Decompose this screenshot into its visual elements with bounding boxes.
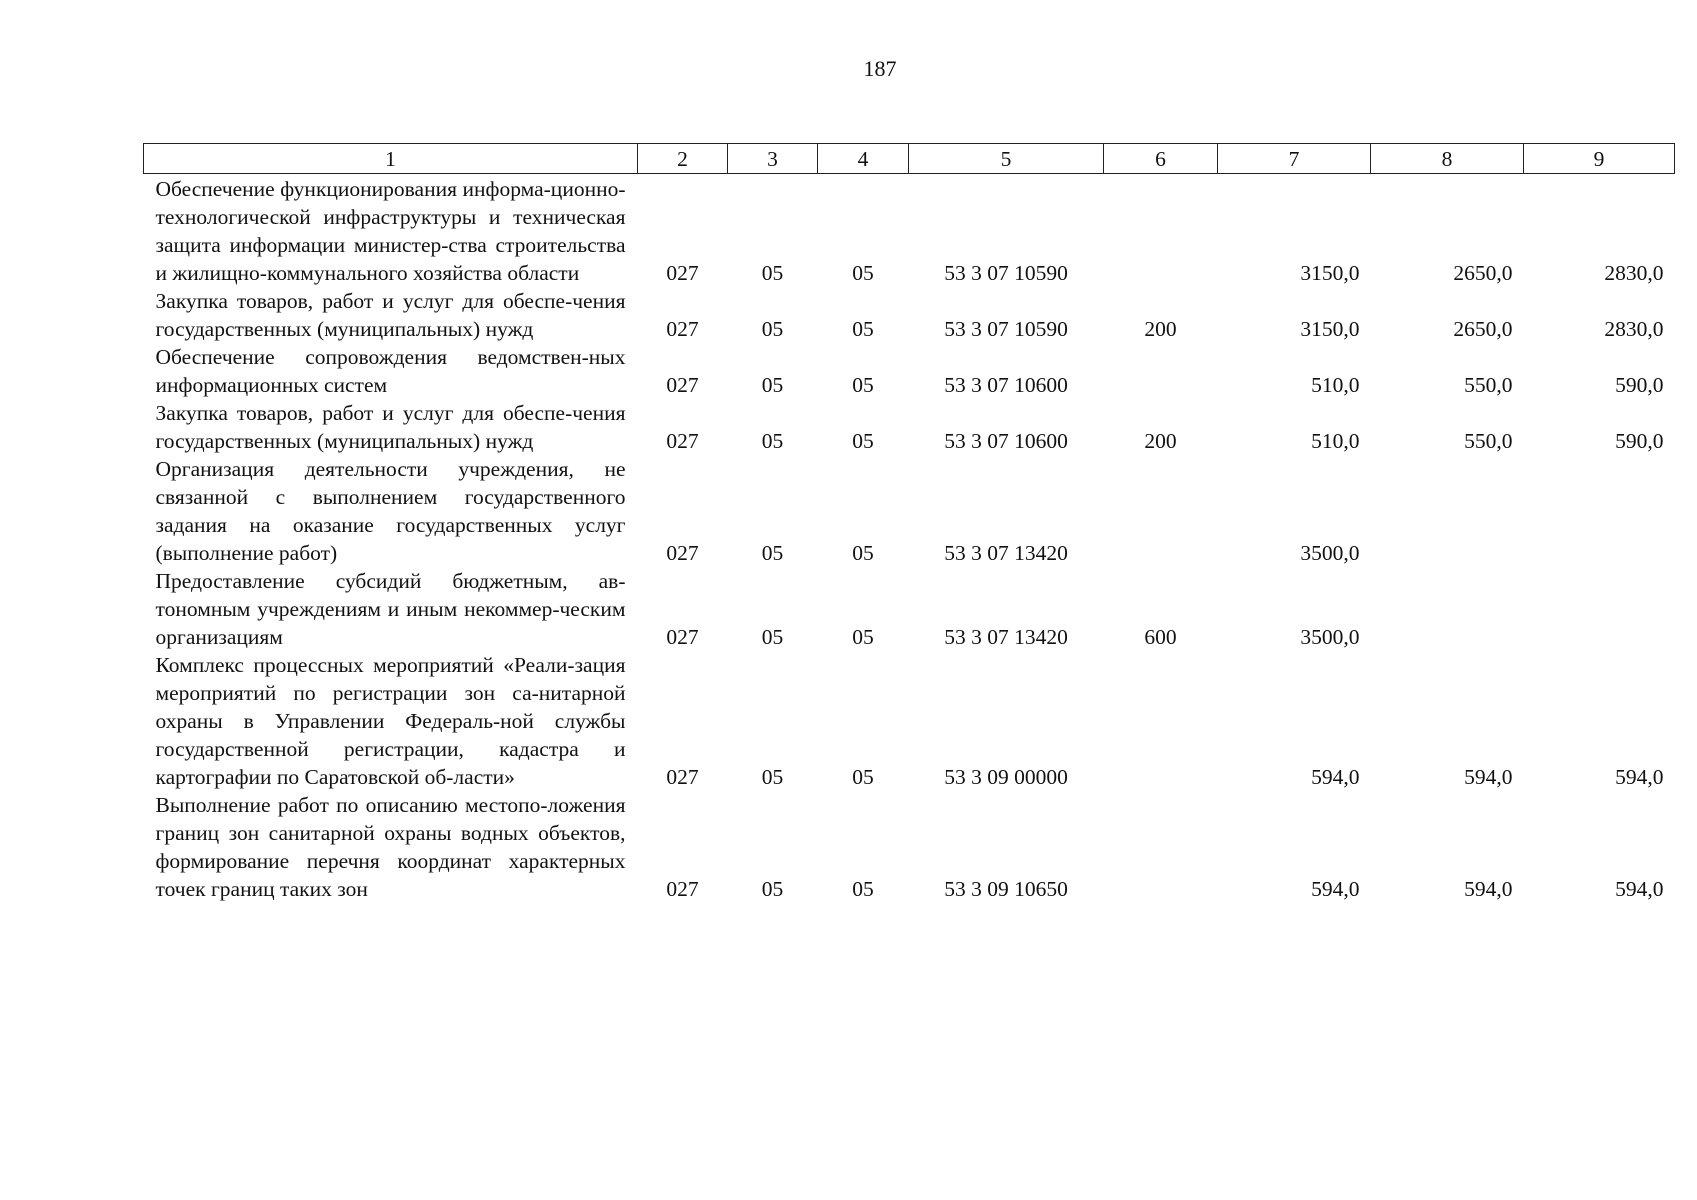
subsection-code: 05 [852,429,874,453]
target-article-code: 53 3 09 00000 [944,765,1068,789]
subsection-code: 05 [852,261,874,285]
amount-col9: 594,0 [1615,765,1664,789]
section-code: 05 [761,373,784,397]
table-row [144,455,1675,567]
row-description: Закупка товаров, работ и услуг для обеспе-чения государственных (муниципальных) нужд [155,401,626,453]
amount-col8: 550,0 [1464,373,1513,397]
subsection-code: 05 [852,317,874,341]
table-row [144,791,1675,903]
amount-col8: 2650,0 [1453,261,1513,285]
amount-col9 [1524,567,1675,651]
target-article-code: 53 3 09 10650 [944,877,1068,901]
section-code: 05 [761,261,784,285]
target-article-code: 53 3 07 10600 [944,373,1068,397]
amount-col9: 2830,0 [1604,317,1664,341]
amount-col7: 594,0 [1311,877,1360,901]
subsection-code: 05 [852,765,874,789]
amount-col7: 594,0 [1311,765,1360,789]
amount-col8: 550,0 [1464,429,1513,453]
expense-type-code: 200 [1144,429,1177,453]
header-cell: 3 [728,144,818,174]
row-description: Закупка товаров, работ и услуг для обеспе-чения государственных (муниципальных) нужд [155,289,626,341]
table-row [144,343,1675,399]
section-code: 05 [761,429,784,453]
row-description: Выполнение работ по описанию местопо-ложения границ зон санитарной охраны водных объектов, формирование перечня координат характерных точек границ таких зон [155,793,626,901]
amount-col9: 2830,0 [1604,261,1664,285]
expense-type-code [1104,791,1218,903]
header-cell: 9 [1524,144,1675,174]
amount-col8: 2650,0 [1453,317,1513,341]
target-article-code: 53 3 07 13420 [944,541,1068,565]
ministry-code: 027 [666,541,699,565]
amount-col8: 594,0 [1464,765,1513,789]
table-row [144,651,1675,791]
ministry-code: 027 [666,765,699,789]
expense-type-code [1104,343,1218,399]
subsection-code: 05 [852,877,874,901]
header-cell: 1 [144,144,638,174]
expense-type-code: 200 [1144,317,1177,341]
section-code: 05 [761,877,784,901]
header-cell: 7 [1218,144,1371,174]
section-code: 05 [761,541,784,565]
amount-col9: 590,0 [1615,373,1664,397]
amount-col7: 3150,0 [1300,261,1360,285]
amount-col8 [1371,567,1524,651]
subsection-code: 05 [852,625,874,649]
ministry-code: 027 [666,877,699,901]
expense-type-code: 600 [1144,625,1177,649]
target-article-code: 53 3 07 13420 [944,625,1068,649]
amount-col8: 594,0 [1464,877,1513,901]
amount-col9: 594,0 [1615,877,1664,901]
amount-col8 [1371,455,1524,567]
budget-table [143,143,1675,903]
header-cell: 6 [1104,144,1218,174]
ministry-code: 027 [666,625,699,649]
subsection-code: 05 [852,541,874,565]
amount-col7: 3500,0 [1300,625,1360,649]
amount-col7: 510,0 [1311,373,1360,397]
ministry-code: 027 [666,429,699,453]
table-row [144,567,1675,651]
amount-col9 [1524,455,1675,567]
ministry-code: 027 [666,317,699,341]
expense-type-code [1104,455,1218,567]
header-cell: 2 [638,144,728,174]
section-code: 05 [761,625,784,649]
expense-type-code [1104,174,1218,288]
table-row [144,287,1675,343]
header-cell: 8 [1371,144,1524,174]
row-description: Комплекс процессных мероприятий «Реали-зация мероприятий по регистрации зон са-нитарной охраны в Управлении Федераль-ной службы государственной регистрации, кадастра и картографии по Саратовской об-ласти» [155,653,626,789]
row-description: Предоставление субсидий бюджетным, ав-тономным учреждениям и иным некоммер-ческим организациям [155,569,626,649]
amount-col7: 3150,0 [1300,317,1360,341]
amount-col7: 3500,0 [1300,541,1360,565]
row-description: Обеспечение функционирования информа-ционно-технологической инфраструктуры и техническая защита информации министер-ства строительства и жилищно-коммунального хозяйства области [155,177,626,285]
amount-col9: 590,0 [1615,429,1664,453]
subsection-code: 05 [852,373,874,397]
row-description: Обеспечение сопровождения ведомствен-ных информационных систем [155,345,626,397]
amount-col7: 510,0 [1311,429,1360,453]
page-number: 187 [863,56,897,81]
target-article-code: 53 3 07 10590 [944,317,1068,341]
ministry-code: 027 [666,261,699,285]
target-article-code: 53 3 07 10600 [944,429,1068,453]
row-description: Организация деятельности учреждения, не связанной с выполнением государственного задания на оказание государственных услуг (выполнение работ) [155,457,626,565]
header-cell: 4 [818,144,909,174]
section-code: 05 [761,317,784,341]
header-cell: 5 [909,144,1104,174]
header-row [144,144,1675,174]
ministry-code: 027 [666,373,699,397]
table-row [144,174,1675,288]
target-article-code: 53 3 07 10590 [944,261,1068,285]
section-code: 05 [761,765,784,789]
table-row [144,399,1675,455]
expense-type-code [1104,651,1218,791]
